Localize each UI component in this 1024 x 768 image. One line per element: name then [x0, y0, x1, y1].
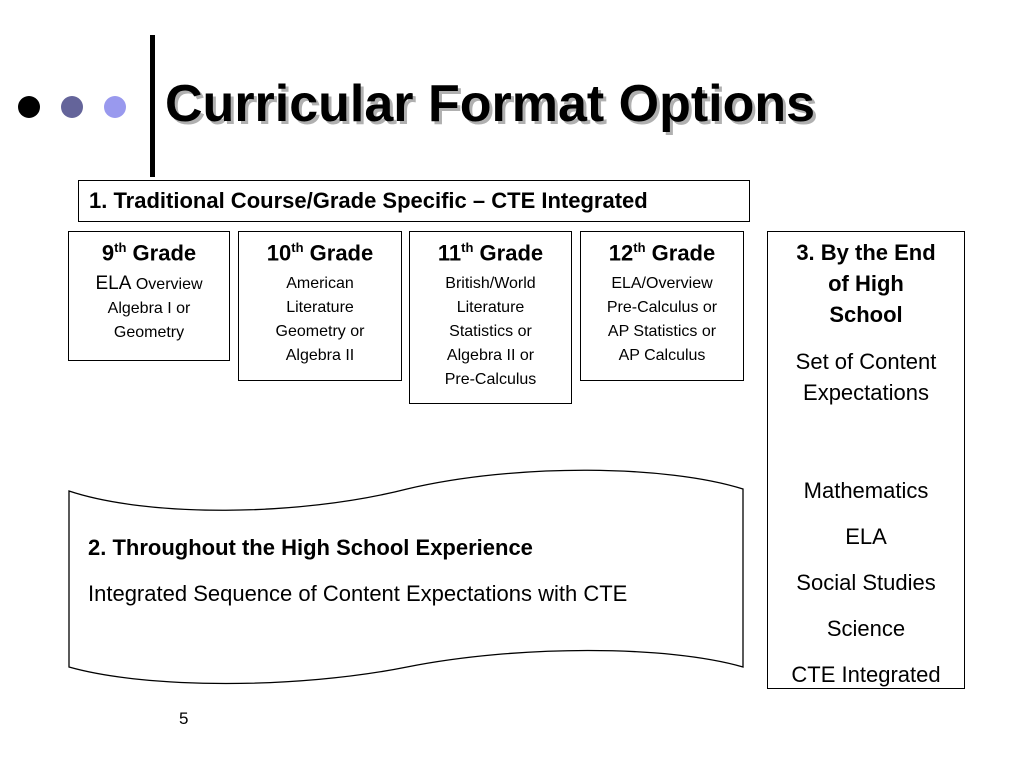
- grade-10-line-4: Algebra II: [285, 347, 355, 365]
- grade-11-line-1: British/World: [445, 275, 536, 293]
- bullet-dot-icon-3: [104, 96, 126, 118]
- option-3-box: [767, 231, 965, 689]
- grade-10-line-2: Literature: [286, 299, 354, 317]
- grade-10-box: [238, 231, 402, 381]
- grade-9-line-3: Geometry: [113, 324, 185, 342]
- grade-11-line-2: Literature: [456, 299, 525, 317]
- subject-item-social-studies: Social Studies: [796, 570, 936, 595]
- grade-10-heading: 10th Grade: [266, 240, 374, 266]
- subject-item-science: Science: [826, 616, 906, 641]
- grade-12-box: [580, 231, 744, 381]
- subject-list: [768, 468, 964, 698]
- grade-12-line-4: AP Calculus: [618, 347, 706, 365]
- option-2-text: [88, 535, 627, 607]
- title-divider: [150, 35, 155, 177]
- grade-12-heading: 12th Grade: [608, 240, 716, 266]
- grade-12-line-2: Pre-Calculus or: [606, 299, 718, 317]
- grade-12-line-1: ELA/Overview: [611, 275, 713, 293]
- subject-item-mathematics: Mathematics: [803, 478, 929, 503]
- grade-11-line-5: Pre-Calculus: [444, 371, 537, 389]
- grade-11-line-3: Statistics or: [449, 323, 532, 341]
- page-title: Curricular Format Options: [165, 75, 816, 133]
- grade-10-line-1: American: [286, 275, 354, 293]
- grade-9-line-2: Algebra I or: [107, 300, 191, 318]
- option-2-title: 2. Throughout the High School Experience: [88, 535, 533, 560]
- grade-11-line-4: Algebra II or: [446, 347, 535, 365]
- grade-11-heading: 11th Grade: [437, 240, 544, 266]
- grade-10-line-3: Geometry or: [275, 323, 365, 341]
- grade-9-line-1: ELA Overview: [95, 273, 203, 295]
- option-3-description: Set of Content Expectations: [795, 349, 937, 405]
- bullet-dot-icon-1: [18, 96, 40, 118]
- grade-11-box: [409, 231, 572, 404]
- subject-item-cte-integrated: CTE Integrated: [791, 662, 941, 687]
- option-3-title: 3. By the End of High School: [796, 240, 936, 327]
- option-1-label: 1. Traditional Course/Grade Specific – CTE Integrated: [89, 188, 648, 213]
- option-2-description: Integrated Sequence of Content Expectations with CTE: [88, 581, 628, 606]
- grade-12-line-3: AP Statistics or: [607, 323, 717, 341]
- option-1-box: [78, 180, 750, 222]
- subject-item-ela: ELA: [845, 524, 887, 549]
- bullet-dot-icon-2: [61, 96, 83, 118]
- option-2-banner: [67, 469, 745, 691]
- grade-9-heading: 9th Grade: [101, 240, 197, 266]
- grade-9-box: [68, 231, 230, 361]
- page-number: 5: [179, 709, 189, 728]
